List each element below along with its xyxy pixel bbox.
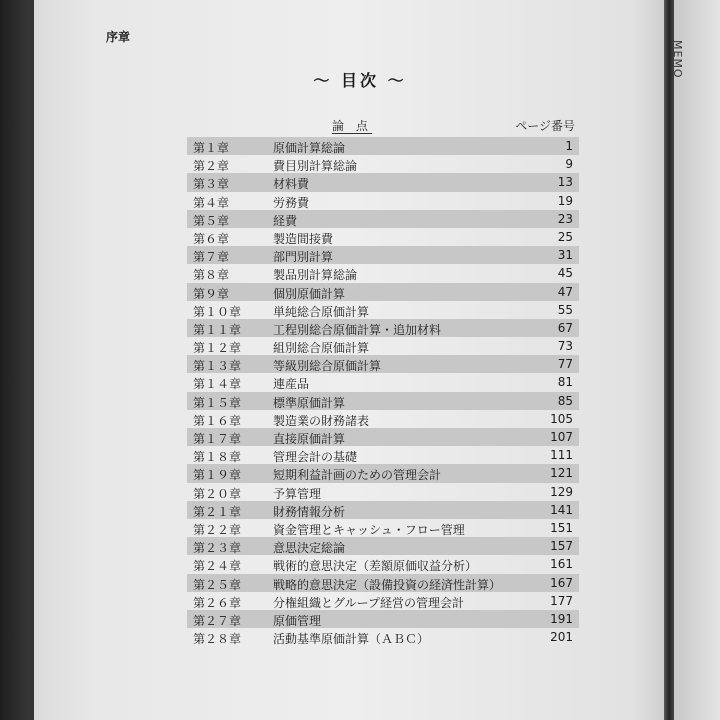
toc-chapter-label: 第２４章 (193, 559, 242, 574)
toc-row (187, 410, 579, 428)
toc-page-number: 31 (557, 248, 573, 263)
toc-topic-label: 原価計算総論 (273, 141, 346, 155)
toc-chapter-label: 第２６章 (193, 595, 242, 610)
toc-topic-label: 製造間接費 (273, 231, 334, 246)
toc-topic-label: 製品別計算総論 (273, 268, 358, 283)
toc-row (187, 501, 579, 519)
toc-row (187, 155, 579, 173)
toc-page-number: 151 (550, 520, 573, 535)
toc-page-number: 67 (557, 320, 573, 335)
toc-chapter-label: 第１８章 (193, 450, 242, 465)
toc-page-number: 129 (550, 484, 573, 499)
toc-topic-label: 短期利益計画のための管理会計 (273, 468, 442, 483)
toc-chapter-label: 第１６章 (193, 413, 242, 428)
toc-header (187, 117, 579, 137)
toc-page-number: 81 (557, 375, 573, 390)
toc-topic-label: 単純総合原価計算 (273, 304, 370, 319)
toc-row (187, 373, 579, 391)
toc-topic-label: 連産品 (273, 377, 310, 392)
memo-label: MEMO (671, 40, 684, 79)
toc-page-number: 191 (550, 611, 573, 626)
toc-chapter-label: 第２３章 (193, 541, 242, 556)
toc-chapter-label: 第２０章 (193, 486, 242, 501)
toc-row (187, 483, 579, 501)
toc-chapter-label: 第１９章 (193, 468, 242, 483)
toc-chapter-label: 第１２章 (193, 341, 242, 356)
toc-row (187, 537, 579, 555)
toc-row (187, 210, 579, 228)
toc-chapter-label: 第２５章 (193, 577, 242, 592)
toc-topic-label: 製造業の財務諸表 (273, 413, 370, 428)
toc-chapter-label: 第３章 (193, 177, 230, 192)
toc-row (187, 319, 579, 337)
toc-topic-label: 原価管理 (273, 613, 322, 628)
toc-page-number: 167 (550, 575, 573, 590)
toc-topic-label: 標準原価計算 (273, 395, 346, 410)
toc-page-number: 23 (557, 211, 573, 226)
toc-page-number: 45 (557, 266, 573, 281)
toc-page-number: 9 (565, 157, 573, 172)
toc-chapter-label: 第１５章 (193, 395, 242, 410)
toc-topic-label: 経費 (273, 213, 298, 228)
running-chapter-head: 序章 (106, 30, 131, 44)
toc-row (187, 173, 579, 191)
toc-chapter-label: 第１７章 (193, 432, 242, 446)
toc-page-number: 105 (550, 411, 573, 426)
toc-row (187, 301, 579, 319)
toc-chapter-label: 第１１章 (193, 322, 242, 337)
toc-topic-label: 資金管理とキャッシュ・フロー管理 (273, 522, 465, 537)
toc-page-number: 107 (550, 430, 573, 444)
toc-topic-label: 費目別計算総論 (273, 159, 358, 174)
toc-rows (187, 137, 579, 646)
toc-row (187, 355, 579, 373)
toc-row (187, 446, 579, 464)
toc-row (187, 283, 579, 301)
toc-chapter-label: 第１３章 (193, 359, 242, 374)
toc-page-number: 201 (550, 630, 573, 645)
toc-topic-label: 部門別計算 (273, 250, 334, 265)
toc-topic-label: 個別原価計算 (273, 286, 346, 301)
toc-topic-label: 管理会計の基礎 (273, 450, 358, 465)
toc-row (187, 337, 579, 355)
topic-column-header: 論 点 (332, 119, 372, 133)
toc-topic-label: 分権組織とグループ経営の管理会計 (273, 595, 465, 610)
toc-topic-label: 等級別総合原価計算 (273, 359, 382, 374)
toc-topic-label: 労務費 (273, 195, 310, 210)
toc-chapter-label: 第２２章 (193, 522, 242, 537)
toc-row (187, 428, 579, 446)
book-left-edge (0, 0, 34, 720)
toc-page-number: 77 (557, 357, 573, 372)
toc-chapter-label: 第６章 (193, 231, 230, 246)
toc-chapter-label: 第５章 (193, 213, 230, 228)
toc-row (187, 246, 579, 264)
toc-chapter-label: 第８章 (193, 268, 230, 283)
toc-row (187, 592, 579, 610)
toc-topic-label: 戦術的意思決定（差額原価収益分析） (273, 559, 478, 574)
page-column-header: ページ番号 (515, 119, 575, 133)
toc-chapter-label: 第２１章 (193, 504, 242, 519)
toc-topic-label: 予算管理 (273, 486, 322, 501)
toc-page-number: 1 (565, 139, 573, 153)
toc-row (187, 137, 579, 155)
toc-topic-label: 活動基準原価計算（ＡＢＣ） (273, 632, 430, 647)
toc-row (187, 610, 579, 628)
toc-page-number: 157 (550, 539, 573, 554)
toc-page-number: 73 (557, 339, 573, 354)
toc-page-number: 13 (557, 175, 573, 190)
toc-chapter-label: 第２章 (193, 159, 230, 174)
toc-page-number: 111 (550, 448, 573, 463)
toc-topic-label: 工程別総合原価計算・追加材料 (273, 322, 442, 337)
toc-chapter-label: 第２７章 (193, 613, 242, 628)
toc-row (187, 464, 579, 482)
toc-topic-label: 意思決定総論 (273, 541, 346, 556)
page-title: ～ 目次 ～ (313, 71, 407, 90)
toc-row (187, 228, 579, 246)
toc-topic-label: 材料費 (273, 177, 310, 192)
toc-table (187, 117, 579, 646)
toc-chapter-label: 第１０章 (193, 304, 242, 319)
toc-chapter-label: 第９章 (193, 286, 230, 301)
toc-chapter-label: 第１４章 (193, 377, 242, 392)
toc-page-number: 55 (557, 302, 573, 317)
toc-page-number: 141 (550, 502, 573, 517)
toc-topic-label: 組別総合原価計算 (273, 341, 370, 356)
toc-page-number: 85 (557, 393, 573, 408)
toc-row (187, 628, 579, 646)
toc-chapter-label: 第２８章 (193, 632, 242, 647)
toc-row (187, 574, 579, 592)
toc-row (187, 392, 579, 410)
toc-chapter-label: 第４章 (193, 195, 230, 210)
toc-topic-label: 財務情報分析 (273, 504, 346, 519)
toc-row (187, 264, 579, 282)
toc-topic-label: 直接原価計算 (273, 432, 346, 446)
toc-chapter-label: 第１章 (193, 141, 230, 155)
toc-row (187, 555, 579, 573)
toc-page-number: 19 (557, 193, 573, 208)
toc-page-number: 47 (557, 284, 573, 299)
toc-chapter-label: 第７章 (193, 250, 230, 265)
toc-topic-label: 戦略的意思決定（設備投資の経済性計算） (273, 577, 502, 592)
toc-page-number: 25 (557, 229, 573, 244)
toc-page-number: 161 (550, 557, 573, 572)
toc-page-number: 177 (550, 593, 573, 608)
toc-row (187, 192, 579, 210)
book-gutter (664, 0, 674, 720)
toc-row (187, 519, 579, 537)
toc-page-number: 121 (550, 466, 573, 481)
facing-page (674, 0, 720, 720)
